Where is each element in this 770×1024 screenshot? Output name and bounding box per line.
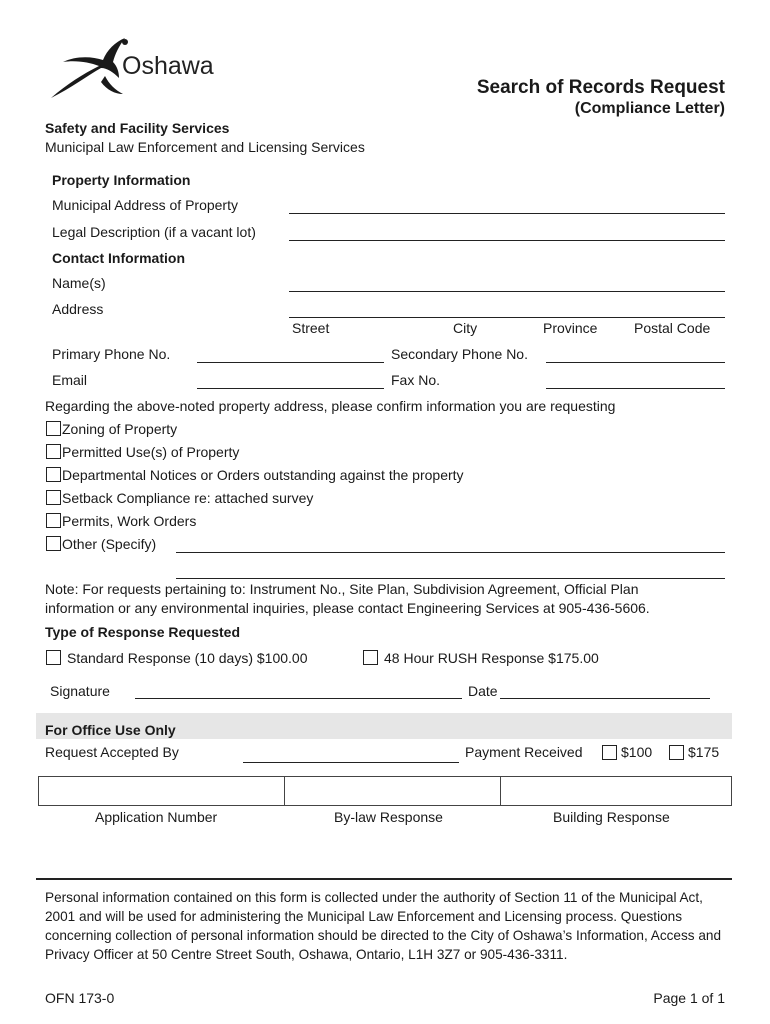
form-number: OFN 173-0 [45, 990, 115, 1006]
payment-received-label: Payment Received [465, 744, 583, 760]
date-field[interactable] [500, 698, 710, 699]
fax-field[interactable] [546, 388, 725, 389]
office-grid [38, 776, 732, 806]
note-line-1: Note: For requests pertaining to: Instrument No., Site Plan, Subdivision Agreement, Official Plan [45, 581, 639, 597]
payment-175-label: $175 [688, 744, 720, 760]
permitted-use-checkbox[interactable] [46, 444, 61, 459]
signature-label: Signature [50, 683, 110, 699]
other-label: Other (Specify) [62, 536, 157, 552]
address-label: Address [52, 301, 104, 317]
permits-checkbox[interactable] [46, 513, 61, 528]
postal-code-label: Postal Code [634, 320, 711, 336]
privacy-divider [36, 878, 732, 880]
other-specify-field-2[interactable] [176, 578, 725, 579]
bylaw-response-label: By-law Response [334, 809, 443, 825]
department-name: Safety and Facility Services [45, 120, 230, 136]
request-intro: Regarding the above-noted property address, please confirm information you are requesting [45, 398, 616, 414]
building-response-label: Building Response [553, 809, 670, 825]
standard-response-checkbox[interactable] [46, 650, 61, 665]
building-response-field[interactable] [501, 777, 731, 805]
primary-phone-label: Primary Phone No. [52, 346, 171, 362]
province-label: Province [543, 320, 598, 336]
permits-label: Permits, Work Orders [62, 513, 197, 529]
response-heading: Type of Response Requested [45, 624, 241, 640]
logo-text: Oshawa [122, 52, 214, 80]
date-label: Date [468, 683, 498, 699]
standard-response-label: Standard Response (10 days) $100.00 [67, 650, 308, 666]
accepted-by-label: Request Accepted By [45, 744, 179, 760]
secondary-phone-label: Secondary Phone No. [391, 346, 528, 362]
zoning-label: Zoning of Property [62, 421, 178, 437]
permitted-use-label: Permitted Use(s) of Property [62, 444, 240, 460]
setback-checkbox[interactable] [46, 490, 61, 505]
municipal-address-label: Municipal Address of Property [52, 197, 238, 213]
secondary-phone-field[interactable] [546, 362, 725, 363]
note-line-2: information or any environmental inquiries, please contact Engineering Services at 905-436-5606. [45, 600, 650, 616]
other-specify-field[interactable] [176, 552, 725, 553]
accepted-by-field[interactable] [243, 762, 459, 763]
application-number-label: Application Number [95, 809, 218, 825]
municipal-address-field[interactable] [289, 213, 725, 214]
rush-response-label: 48 Hour RUSH Response $175.00 [384, 650, 599, 666]
payment-175-checkbox[interactable] [669, 745, 684, 760]
signature-field[interactable] [135, 698, 462, 699]
property-heading: Property Information [52, 172, 191, 188]
application-number-field[interactable] [39, 777, 285, 805]
form-subtitle: (Compliance Letter) [574, 100, 725, 117]
email-field[interactable] [197, 388, 384, 389]
division-name: Municipal Law Enforcement and Licensing Services [45, 139, 365, 155]
address-field[interactable] [289, 317, 725, 318]
payment-100-checkbox[interactable] [602, 745, 617, 760]
office-use-heading: For Office Use Only [45, 722, 176, 738]
rush-response-checkbox[interactable] [363, 650, 378, 665]
zoning-checkbox[interactable] [46, 421, 61, 436]
names-label: Name(s) [52, 275, 106, 291]
setback-label: Setback Compliance re: attached survey [62, 490, 314, 506]
primary-phone-field[interactable] [197, 362, 384, 363]
names-field[interactable] [289, 291, 725, 292]
page-number: Page 1 of 1 [653, 990, 725, 1006]
privacy-statement: Personal information contained on this form is collected under the authority of Section 11 of the Municipal Act, 2001 and will be used for administering the Municipal Law Enforcement and Licensing process. Questions concerning collection of personal information should be directed to the City of Oshawa’s Information, Access and Privacy Officer at 50 Centre Street South, Oshawa, Ontario, L1H 3Z7 or 905-436-3311. [45, 890, 722, 962]
city-label: City [453, 320, 478, 336]
street-label: Street [292, 320, 330, 336]
legal-description-label: Legal Description (if a vacant lot) [52, 224, 256, 240]
bylaw-response-field[interactable] [285, 777, 501, 805]
other-checkbox[interactable] [46, 536, 61, 551]
email-label: Email [52, 372, 88, 388]
contact-heading: Contact Information [52, 250, 185, 266]
notices-orders-label: Departmental Notices or Orders outstanding against the property [62, 467, 464, 483]
notices-orders-checkbox[interactable] [46, 467, 61, 482]
payment-100-label: $100 [621, 744, 653, 760]
form-title: Search of Records Request [476, 77, 725, 98]
fax-label: Fax No. [391, 372, 441, 388]
legal-description-field[interactable] [289, 240, 725, 241]
